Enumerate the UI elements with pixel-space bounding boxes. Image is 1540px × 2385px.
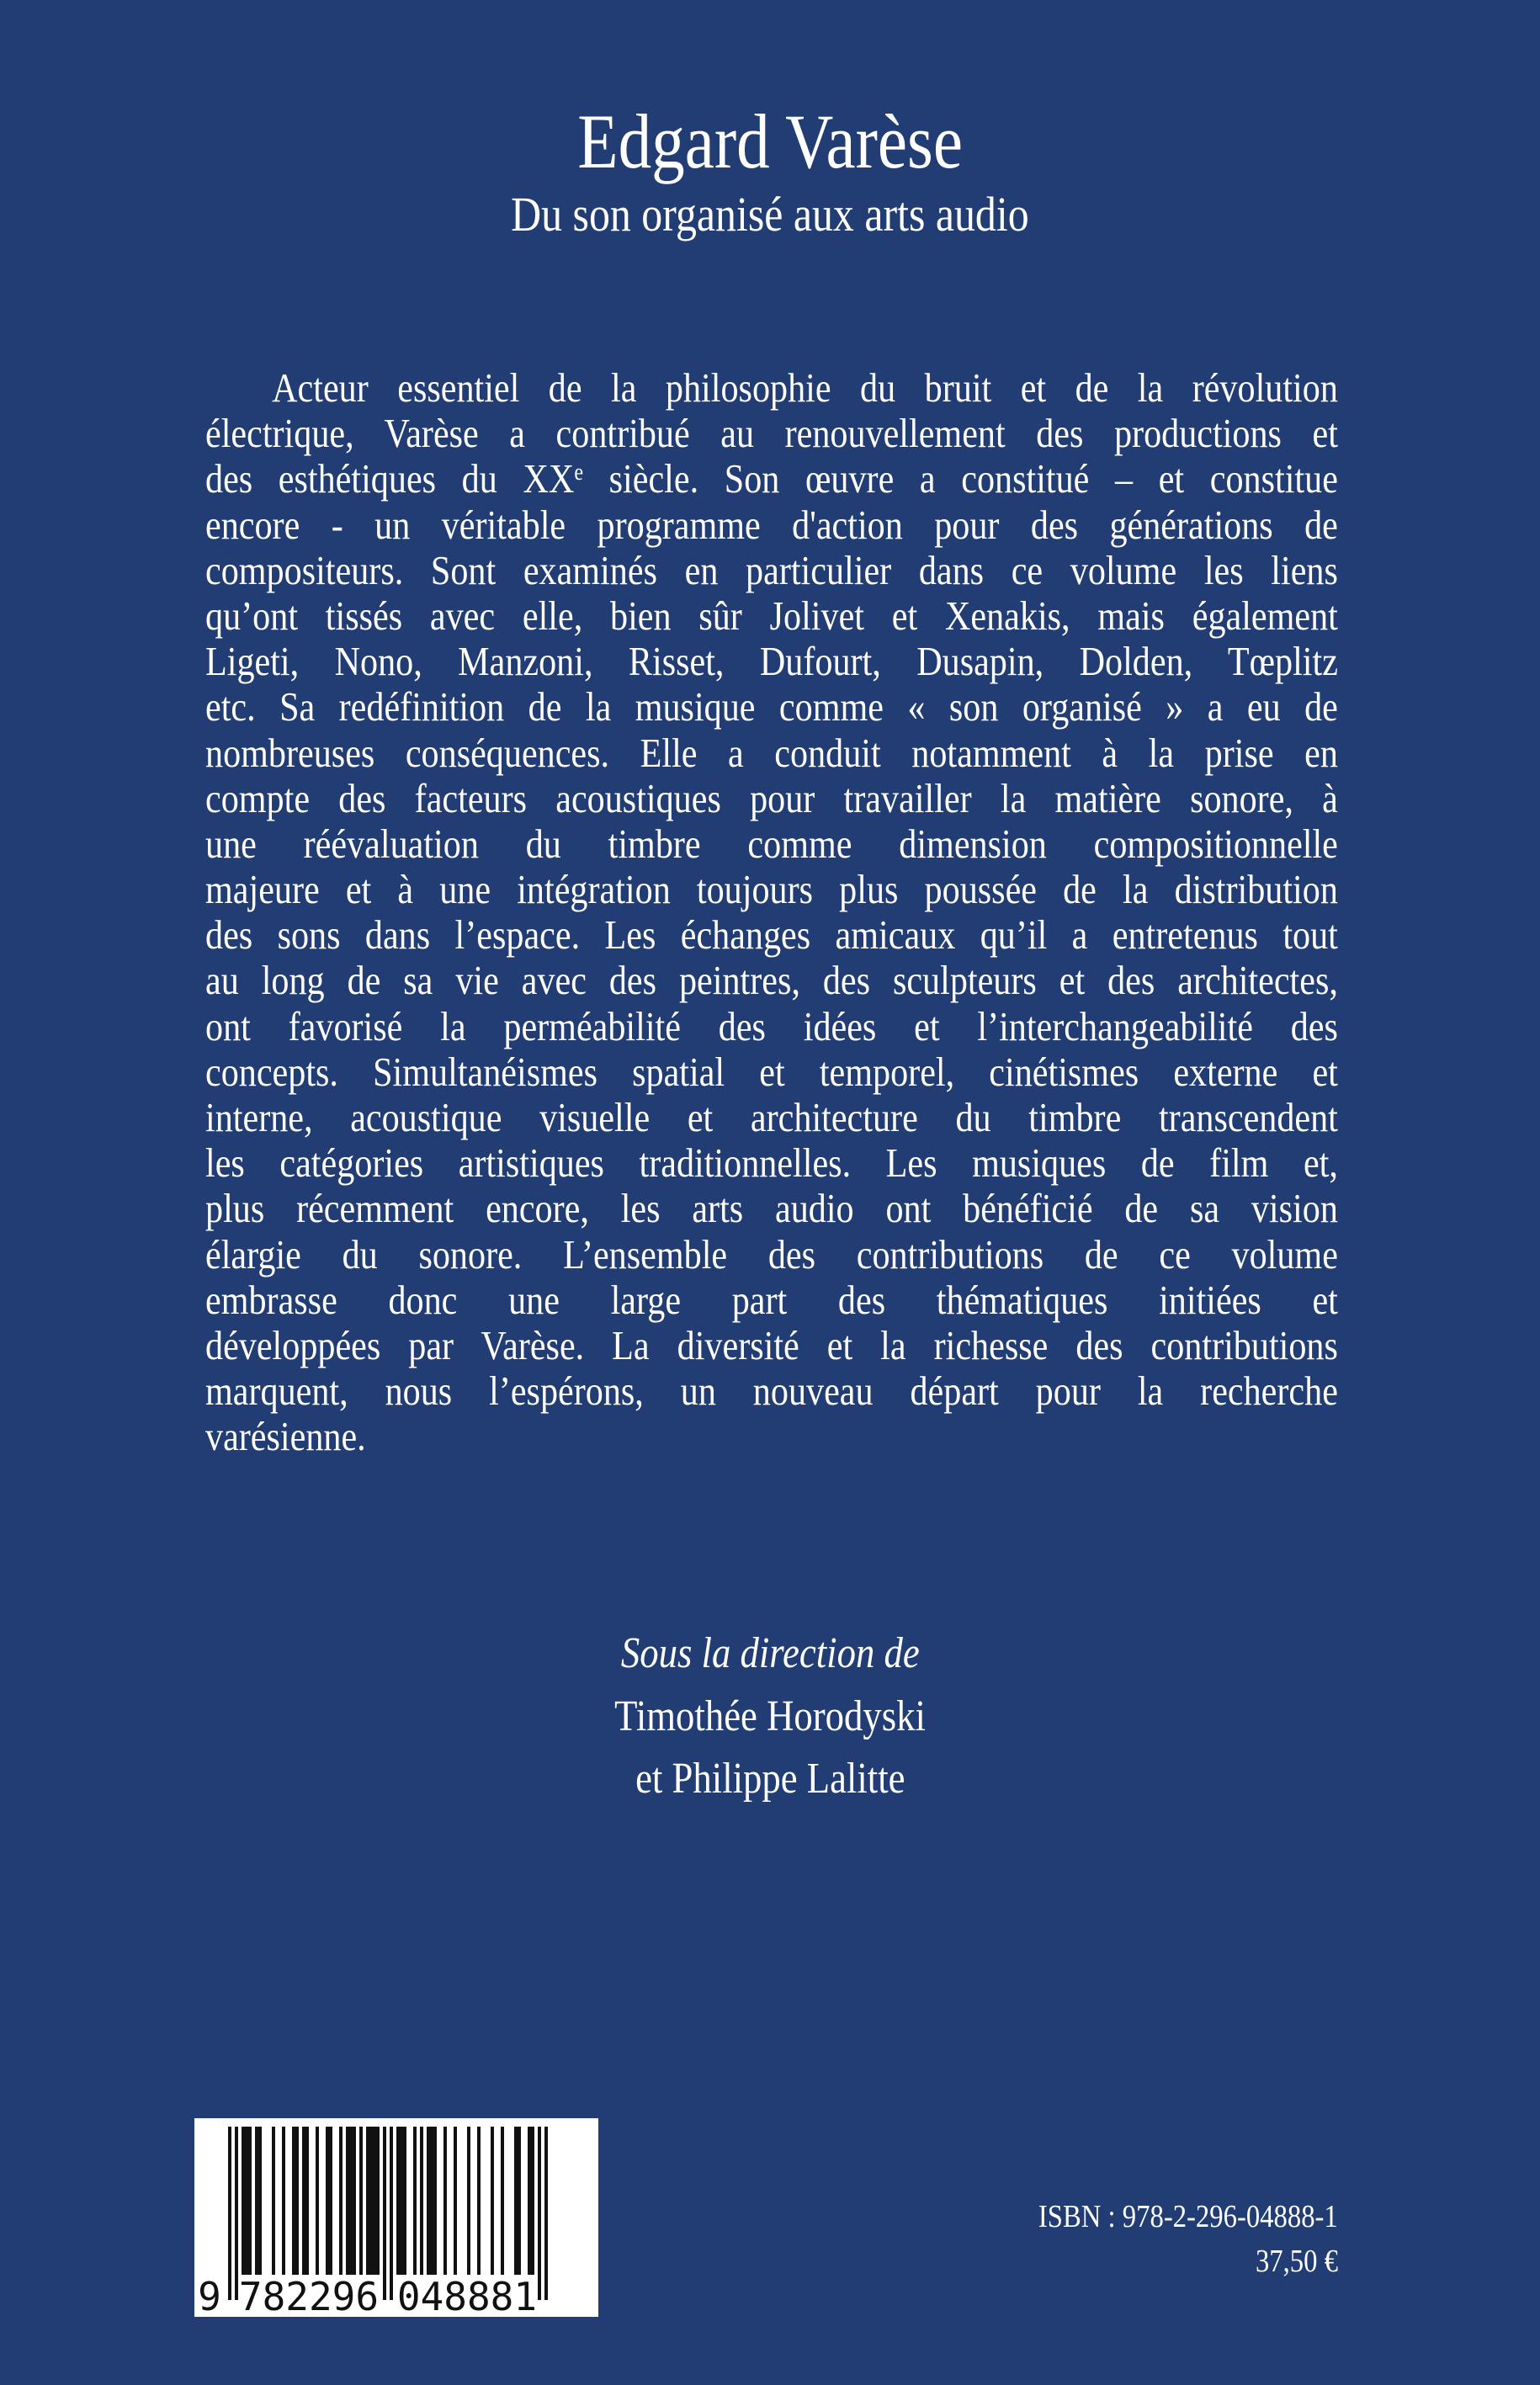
barcode-bar [272,2127,275,2275]
blurb-line: interne, acoustique visuelle et architecture du timbre transcendent [205,1094,1338,1140]
blurb-line: Acteur essentiel de la philosophie du bruit et de la révolution [272,364,1338,411]
blurb-line: varésienne. [205,1413,366,1460]
blurb-line: marquent, nous l’espérons, un nouveau départ pour la recherche [205,1368,1338,1415]
blurb-line: majeure et à une intégration toujours plus poussée de la distribution [205,866,1338,913]
direction-label-text: Sous la direction de [620,1629,920,1677]
barcode-bar [531,2127,534,2275]
direction-label [0,1628,1540,1678]
price [1242,2243,1338,2280]
barcode-bar [501,2127,504,2275]
blurb-line: une réévaluation du timbre comme dimension compositionnelle [205,820,1338,867]
barcode-bar [242,2127,245,2275]
blurb-line: développées par Varèse. La diversité et la richesse des contributions [205,1321,1338,1368]
blurb-line: compte des facteurs acoustiques pour travailler la matière sonore, à [205,774,1338,821]
blurb-line: électrique, Varèse a contribué au renouvellement des productions et [205,410,1338,457]
blurb-line: Ligeti, Nono, Manzoni, Risset, Dufourt, Dusapin, Dolden, Tœplitz [205,638,1338,685]
back-cover-blurb [205,365,1338,1460]
barcode-bar [329,2127,332,2275]
blurb-line: les catégories artistiques traditionnelles. Les musiques de film et, [205,1139,1338,1187]
barcode-digits: 048881 [396,2274,538,2317]
barcode-bar [454,2127,457,2275]
barcode-bar [443,2127,447,2275]
barcode-bar [235,2127,238,2300]
barcode-bar [514,2127,518,2275]
barcode-bar [292,2127,295,2275]
barcode-bar [376,2127,380,2275]
blurb-line: ont favorisé la perméabilité des idées et l’interchangeabilité des [205,1002,1338,1049]
barcode-bar [400,2127,403,2275]
isbn-text: ISBN : 978-2-296-04888-1 [1038,2199,1338,2234]
barcode-bar [302,2127,305,2275]
barcode-bar [346,2127,349,2275]
barcode-bar [359,2127,363,2275]
isbn-barcode [194,2118,598,2317]
blurb-line: etc. Sa redéfinition de la musique comme « son organisé » a eu de [205,683,1338,730]
editor-name-text: et Philippe Lalitte [635,1755,905,1803]
book-title-text: Edgard Varèse [577,98,963,184]
editor-name [0,1692,1540,1741]
barcode-bar [305,2127,309,2275]
editor-name [0,1754,1540,1803]
barcode-bar [369,2127,373,2275]
barcode-bar [518,2127,521,2275]
blurb-line: des sons dans l’espace. Les échanges amicaux qu’il a entretenus tout [205,911,1338,959]
barcode-bar [349,2127,353,2275]
book-title [0,99,1540,183]
barcode-bar [538,2127,541,2300]
barcode-bar [255,2127,258,2275]
barcode-bar [326,2127,329,2275]
editor-name-text: Timothée Horodyski [614,1692,926,1740]
blurb-line: concepts. Simultanéismes spatial et temporel, cinétismes externe et [205,1048,1338,1095]
isbn-number [990,2198,1338,2235]
blurb-line: nombreuses conséquences. Elle a conduit notamment à la prise en [205,729,1338,776]
barcode-digits: 782296 [238,2274,380,2317]
barcode-bar [245,2127,248,2275]
barcode-bar [282,2127,285,2275]
barcode-digits: 9 [198,2274,221,2317]
barcode-bar [403,2127,406,2275]
barcode-bars [194,2118,598,2317]
blurb-line: au long de sa vie avec des peintres, des sculpteurs et des architectes, [205,957,1338,1004]
blurb-line [205,456,1338,502]
barcode-bar [316,2127,319,2275]
barcode-bar [295,2127,299,2275]
barcode-bar [467,2127,470,2275]
barcode-bar [420,2127,423,2275]
book-subtitle-text: Du son organisé aux arts audio [511,187,1029,242]
barcode-bar [258,2127,262,2275]
price-text: 37,50 € [1255,2244,1338,2279]
blurb-text: siècle. Son œuvre a constitué – et constitue [583,455,1338,502]
barcode-bar [413,2127,417,2275]
barcode-bar [373,2127,376,2275]
blurb-text: des esthétiques du XX [205,455,575,502]
barcode-bar [228,2127,231,2300]
barcode-bar [353,2127,356,2275]
blurb-line: compositeurs. Sont examinés en particulier dans ce volume les liens [205,546,1338,593]
barcode-bar [528,2127,531,2275]
blurb-line: encore - un véritable programme d'action pour des générations de [205,501,1338,548]
barcode-bar [430,2127,433,2275]
blurb-line: plus récemment encore, les arts audio ont bénéficié de sa vision [205,1185,1338,1232]
barcode-bar [544,2127,548,2300]
barcode-bar [366,2127,369,2275]
barcode-bar [383,2127,386,2300]
barcode-bar [491,2127,494,2275]
barcode-bar [248,2127,252,2275]
barcode-bar [396,2127,400,2275]
barcode-bar [390,2127,393,2300]
barcode-bar [433,2127,437,2275]
barcode-bar [339,2127,343,2275]
blurb-line: élargie du sonore. L’ensemble des contributions de ce volume [205,1230,1338,1277]
barcode-bar [477,2127,481,2275]
blurb-line: embrasse donc une large part des thématiques initiées et [205,1276,1338,1323]
superscript: e [574,459,584,486]
blurb-line: qu’ont tissés avec elle, bien sûr Jolivet et Xenakis, mais également [205,592,1338,639]
barcode-bar [427,2127,430,2275]
book-subtitle [0,187,1540,242]
